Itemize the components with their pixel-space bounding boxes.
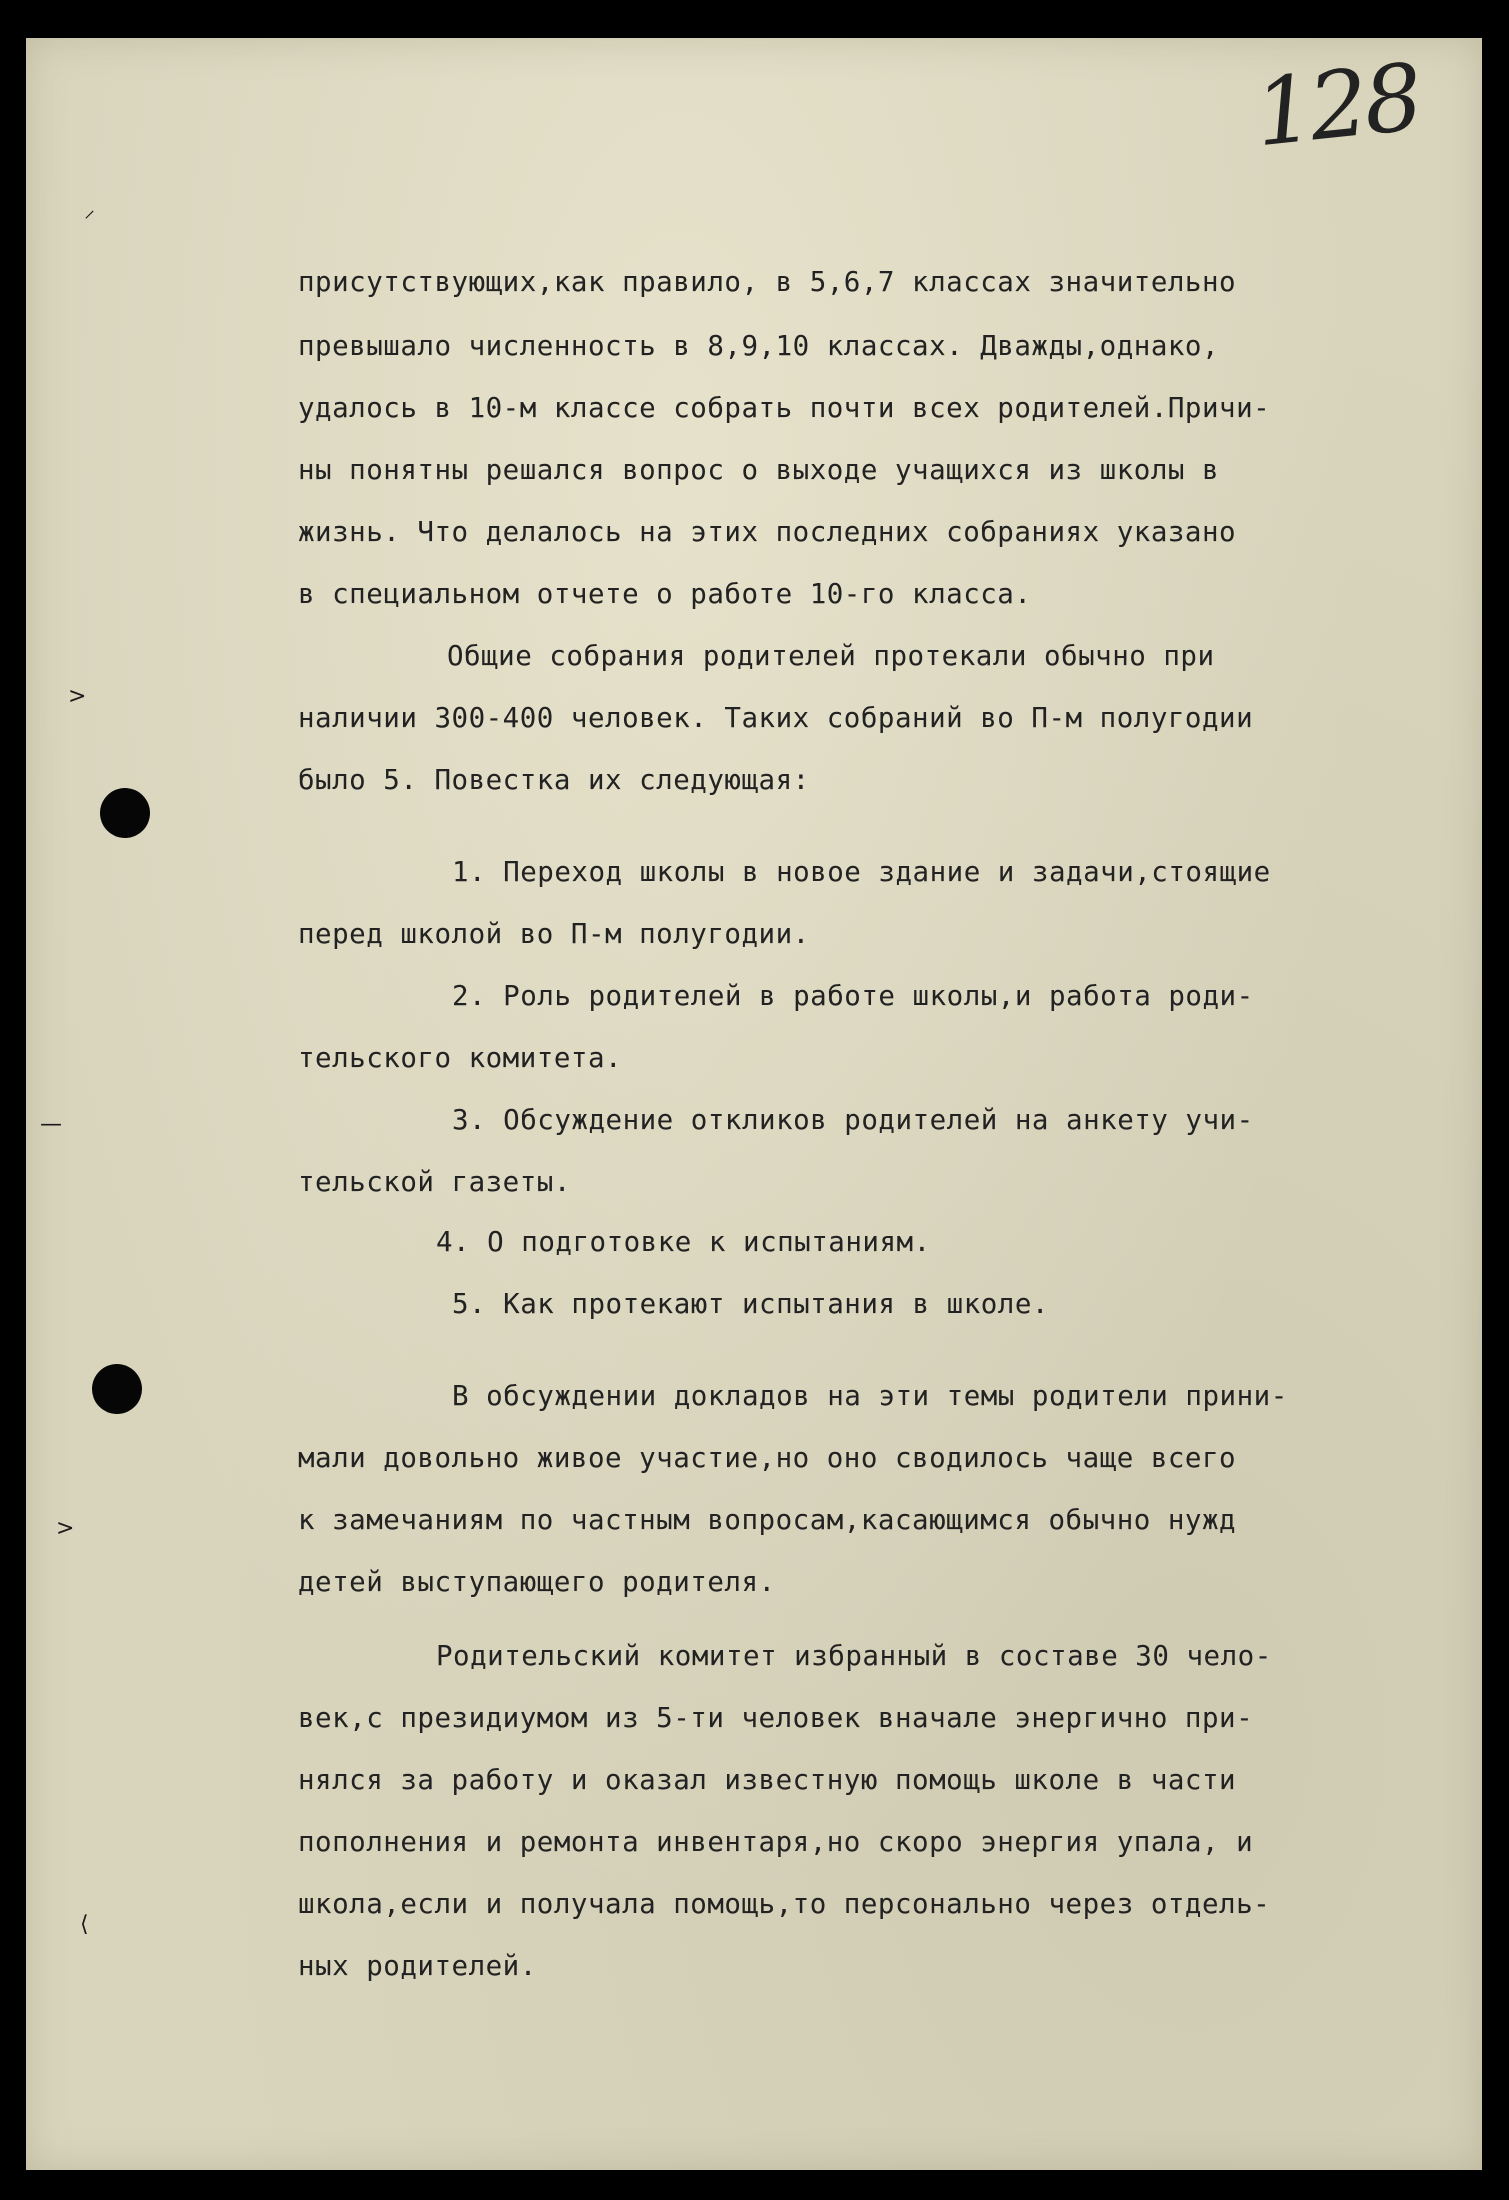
text-line: к замечаниям по частным вопросам,касающимся обычно нужд	[298, 1504, 1237, 1536]
text-line: В обсуждении докладов на эти темы родители прини-	[452, 1380, 1288, 1412]
agenda-item: 3. Обсуждение откликов родителей на анкету учи-	[452, 1104, 1254, 1136]
text-line: нялся за работу и оказал известную помощь школе в части	[298, 1764, 1237, 1796]
text-line: в специальном отчете о работе 10-го класса.	[298, 578, 1032, 610]
text-line: ных родителей.	[298, 1950, 537, 1982]
text-line: Общие собрания родителей протекали обычно при	[447, 640, 1215, 672]
text-line: удалось в 10-м классе собрать почти всех родителей.Причи-	[298, 392, 1271, 424]
margin-mark: ⸝	[84, 198, 96, 223]
text-line: Родительский комитет избранный в составе 30 чело-	[436, 1640, 1272, 1672]
text-line: наличии 300-400 человек. Таких собраний во П-м полугодии	[298, 702, 1254, 734]
margin-mark: >	[56, 1516, 75, 1541]
agenda-item: 4. О подготовке к испытаниям.	[436, 1226, 931, 1258]
agenda-item: 5. Как протекают испытания в школе.	[452, 1288, 1049, 1320]
text-line: пополнения и ремонта инвентаря,но скоро энергия упала, и	[298, 1826, 1254, 1858]
text-line: век,с президиумом из 5-ти человек вначале энергично при-	[298, 1702, 1254, 1734]
agenda-item: 1. Переход школы в новое здание и задачи,стоящие	[452, 856, 1271, 888]
agenda-item: 2. Роль родителей в работе школы,и работа роди-	[452, 980, 1254, 1012]
text-line: тельской газеты.	[298, 1166, 571, 1198]
text-line: ны понятны решался вопрос о выходе учащихся из школы в	[298, 454, 1220, 486]
text-line: было 5. Повестка их следующая:	[298, 764, 810, 796]
text-line: перед школой во П-м полугодии.	[298, 918, 810, 950]
text-line: тельского комитета.	[298, 1042, 623, 1074]
text-line: детей выступающего родителя.	[298, 1566, 776, 1598]
margin-mark: —	[40, 1112, 62, 1137]
text-line: школа,если и получала помощь,то персонально через отдель-	[298, 1888, 1271, 1920]
text-line: мали довольно живое участие,но оно сводилось чаще всего	[298, 1442, 1237, 1474]
margin-mark: >	[68, 684, 87, 709]
text-line: присутствующих,как правило, в 5,6,7 классах значительно	[298, 266, 1237, 298]
punch-hole-bottom	[92, 1364, 142, 1414]
text-line: превышало численность в 8,9,10 классах. Дважды,однако,	[298, 330, 1220, 362]
punch-hole-top	[100, 788, 150, 838]
handwritten-page-number: 128	[1249, 43, 1424, 168]
text-line: жизнь. Что делалось на этих последних собраниях указано	[298, 516, 1237, 548]
margin-mark: ⟨	[80, 1912, 89, 1937]
